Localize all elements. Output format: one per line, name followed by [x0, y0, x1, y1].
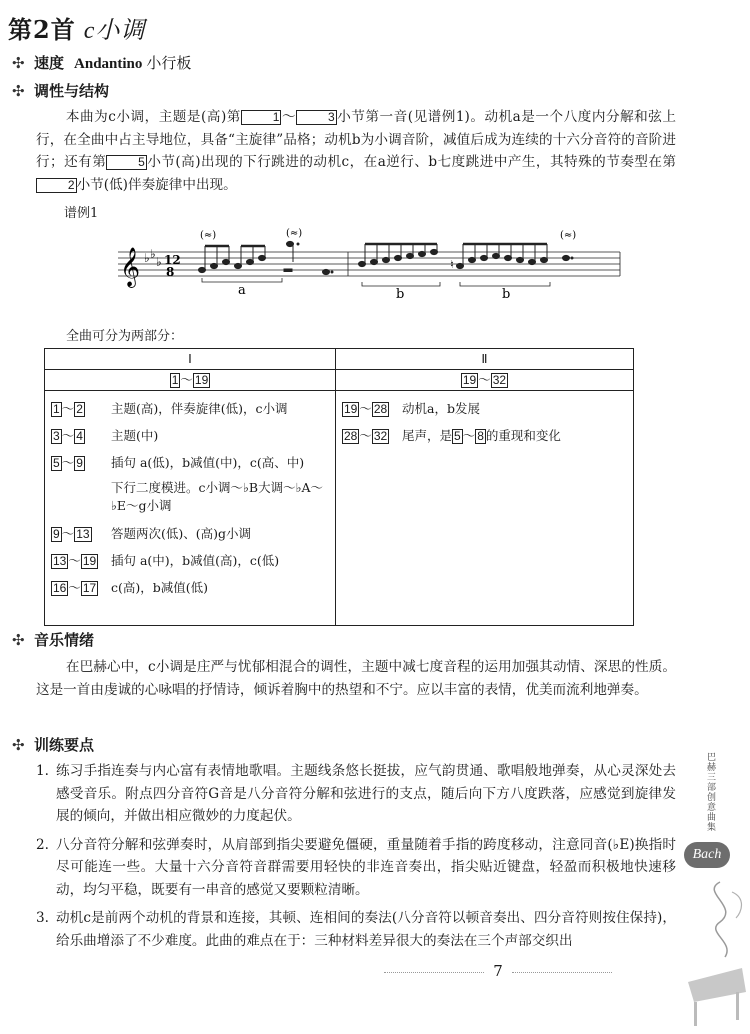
measure-box: 16: [53, 581, 67, 595]
trill-icon: (≈): [560, 230, 577, 241]
table-row: [336, 399, 633, 417]
divider: [384, 972, 484, 973]
measure-box: 5: [53, 456, 60, 470]
time-sig-bottom: 8: [166, 265, 175, 279]
note-group-2: [359, 244, 574, 269]
text-run: 小节第一音(见谱例1)。动机a是一个八度内分解和弦上行，在全曲中占主导地位，具备“主旋律”品格；动机b为小调音阶，减值后成为连续的十六分音符的音阶进行；还有第: [36, 109, 676, 170]
section-structure-label: 调性与结构: [34, 82, 110, 100]
time-sig-top: 12: [164, 253, 181, 267]
bullet-icon: ✣: [12, 54, 25, 72]
part-2-range: [336, 370, 634, 391]
tempo-label: 速度: [34, 54, 65, 72]
measure-box: 28: [344, 429, 358, 443]
row-desc: 插句 a(低)，b减值(中)，c(高、中): [111, 455, 305, 470]
item-text: 八分音符分解和弦弹奏时，从肩部到指尖要避免僵硬，重量随着手指的跨度移动，注意同音(♭E)换指时尽可能连一些。大量十六分音符音群需要用轻快的非连音奏出，指尖贴近键盘，轻盈而积极地快速移动，均匀平稳，既要有一串音的感觉又要颗粒清晰。: [56, 836, 676, 898]
text-run: 本曲为c小调，主题是(高)第: [65, 109, 241, 125]
structure-paragraph: [36, 106, 676, 196]
measure-box: 32: [492, 373, 507, 387]
text-run: 尾声，是: [402, 428, 453, 443]
music-score: [110, 222, 630, 304]
section-emotion-label: 音乐情绪: [34, 631, 95, 649]
measure-box: 28: [373, 402, 388, 416]
sidebar-decoration: [680, 752, 750, 1034]
text-run: 小节(高)出现的下行跳进的动机c，在a逆行、b七度跳进中产生，其特殊的节奏型在第: [146, 154, 676, 170]
natural-icon: ♮: [450, 258, 454, 271]
measure-box: 3: [296, 110, 337, 125]
tilde: ～: [68, 580, 81, 595]
measure-box: 2: [36, 178, 77, 193]
table-row: [45, 453, 335, 471]
list-item: [36, 834, 676, 902]
measure-box: 8: [477, 429, 484, 443]
tilde: ～: [478, 372, 491, 387]
emotion-text: 在巴赫心中，c小调是庄严与忧郁相混合的调性，主题中减七度音程的运用加强其动情、深思的性质。这是一首由虔诚的心咏唱的抒情诗，倾诉着胸中的热望和不宁。应以丰富的表情，优美而流利地弹奏。: [36, 659, 676, 698]
table-row: [45, 399, 335, 417]
table-intro: 全曲可分为两部分：: [66, 329, 184, 344]
text-run: 小节(低)伴奏旋律中出现。: [76, 176, 237, 193]
measure-box: 19: [462, 373, 477, 387]
list-item: [36, 760, 676, 828]
row-desc: 答题两次(低)、(高)g小调: [111, 526, 252, 541]
piece-number: 第2首: [8, 15, 76, 44]
measure-box: 4: [76, 429, 83, 443]
row-desc: c(高)，b减值(低): [111, 580, 209, 595]
part-2-details: [336, 391, 634, 626]
bach-badge: Bach: [684, 842, 730, 868]
table-row: [45, 524, 335, 542]
motif-b-label: b: [502, 287, 511, 302]
measure-box: 17: [82, 581, 97, 595]
part-2-header: Ⅱ: [336, 349, 634, 370]
measure-box: 13: [53, 554, 67, 568]
tilde: ～: [61, 428, 75, 443]
row-desc: 插句 a(中)，b减值(高)，c(低): [111, 553, 280, 568]
page-title: [8, 10, 145, 45]
row-desc: 主题(中): [111, 428, 159, 443]
tilde: ～: [61, 401, 75, 416]
row-desc: 主题(高)，伴奏旋律(低)，c小调: [111, 401, 288, 416]
motif-b-label: b: [396, 287, 405, 302]
text-run: ～: [281, 109, 297, 125]
section-structure-heading: [12, 80, 109, 101]
bullet-icon: ✣: [12, 82, 25, 100]
trill-icon: (≈): [286, 228, 303, 239]
tilde: ～: [359, 401, 372, 416]
measure-box: 5: [454, 429, 461, 443]
section-emotion-heading: [12, 629, 94, 650]
measure-box: 1: [241, 110, 282, 125]
measure-box: 19: [194, 373, 209, 387]
measure-box: 3: [53, 429, 60, 443]
flat-icon: ♭: [150, 247, 156, 261]
piece-key: c小调: [83, 18, 146, 44]
tilde: ～: [462, 428, 476, 443]
piano-ornament-icon: [680, 872, 750, 1032]
measure-box: 2: [76, 402, 83, 416]
tilde: ～: [61, 455, 75, 470]
table-row: [45, 551, 335, 569]
table-row: [45, 426, 335, 444]
item-text: 练习手指连奏与内心富有表情地歌唱。主题线条悠长挺拔，应气韵贯通、歌唱般地弹奏，从心灵深处去感受音乐。附点四分音符G音是八分音符分解和弦进行的支点，随后向下方八度跌落，应感觉到旋律发展的倾向，并做出相应微妙的力度起伏。: [56, 763, 676, 824]
item-text: 动机c是前两个动机的背景和连接，其顿、连相间的奏法(八分音符以顿音奏出、四分音符则按住保持)，给乐曲增添了不少难度。此曲的难点在于：三种材料差异很大的奏法在三个声部交织出: [56, 910, 676, 949]
measure-box: 32: [373, 429, 388, 443]
section-training-heading: [12, 734, 94, 755]
measure-box: 1: [53, 402, 60, 416]
measure-box: 19: [82, 554, 97, 568]
example-label: 谱例1: [64, 206, 99, 221]
flat-icon: ♭: [144, 251, 150, 265]
row-desc: 动机a，b发展: [402, 401, 480, 416]
measure-box: 9: [76, 456, 83, 470]
item-number: 2.: [36, 836, 49, 853]
series-title: 巴赫三部创意曲集: [705, 752, 715, 832]
page-number: 7: [493, 962, 503, 980]
table-row: [336, 426, 633, 444]
structure-table: [44, 348, 634, 626]
text-run: 的重现和变化: [485, 428, 561, 443]
table-row: [45, 479, 335, 515]
motif-a-label: a: [238, 283, 246, 298]
treble-clef-icon: 𝄞: [120, 247, 141, 287]
measure-box: 19: [344, 402, 358, 416]
part-1-details: [45, 391, 336, 626]
tilde: ～: [359, 428, 372, 443]
trill-icon: (≈): [200, 230, 217, 241]
measure-box: 1: [171, 373, 179, 387]
measure-box: 9: [53, 527, 60, 541]
divider: [512, 972, 612, 973]
item-number: 3.: [36, 910, 49, 926]
section-training-label: 训练要点: [34, 736, 95, 754]
training-list: [36, 760, 676, 952]
row-desc: 下行二度模进。c小调～♭B大调～♭A～♭E～g小调: [111, 480, 324, 513]
part-1-header: Ⅰ: [45, 349, 336, 370]
tilde: ～: [180, 372, 193, 387]
page-number-area: [378, 962, 618, 980]
table-row: [45, 578, 335, 596]
part-1-range: [45, 370, 336, 391]
tempo-chinese: 小行板: [146, 54, 192, 72]
flat-icon: ♭: [156, 255, 162, 269]
item-number: 1.: [36, 763, 49, 779]
tilde: ～: [61, 526, 75, 541]
bullet-icon: ✣: [12, 736, 25, 754]
row-desc: [402, 426, 627, 444]
bullet-icon: ✣: [12, 631, 25, 649]
tilde: ～: [68, 553, 81, 568]
measure-box: 5: [106, 155, 147, 170]
emotion-paragraph: [36, 656, 676, 701]
list-item: [36, 907, 676, 952]
tempo-italian: Andantino: [74, 56, 143, 72]
tempo-line: [12, 52, 191, 73]
measure-box: 13: [76, 527, 90, 541]
